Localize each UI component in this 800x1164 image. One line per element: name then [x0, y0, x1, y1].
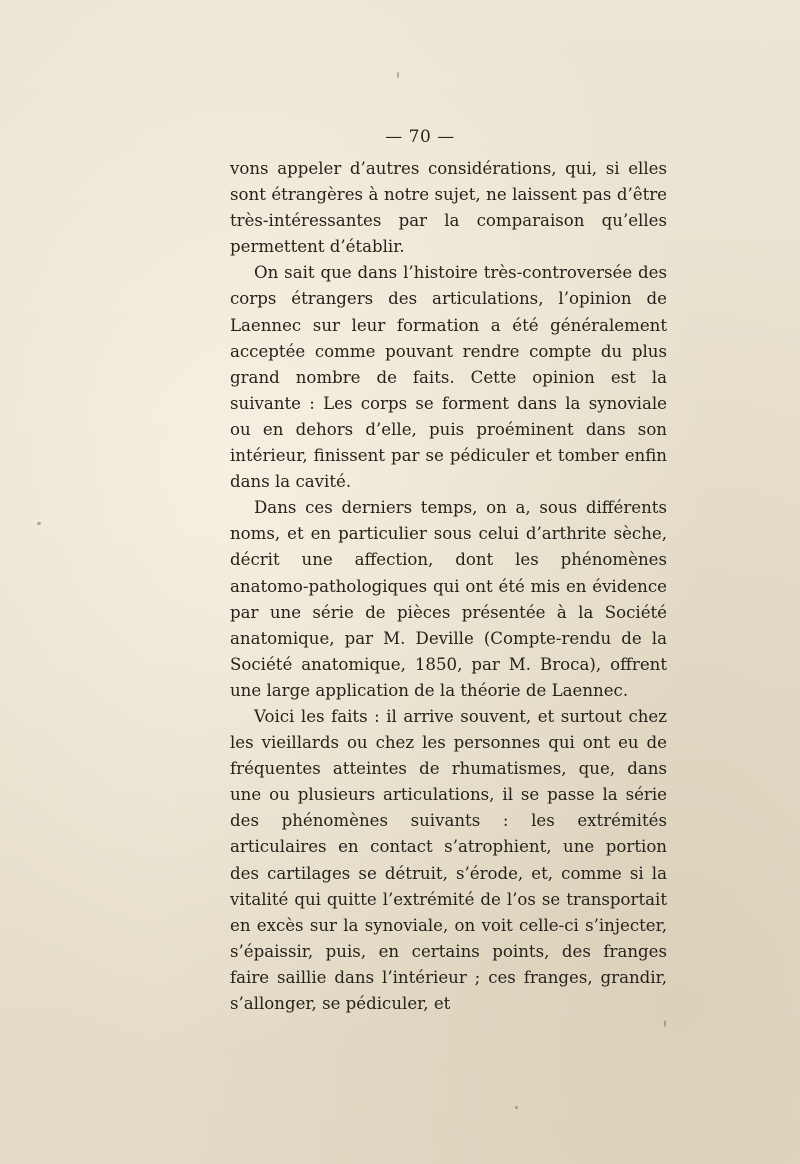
- paper-speck: [397, 72, 399, 78]
- paragraph-3: Dans ces derniers temps, on a, sous différents noms, et en particulier sous celui d’arthrite sèche, décrit une affection, dont les phénomènes anatomo-pathologiques qui ont été mis en évidence par une série de pièces présentée à la Société anatomique, par M. Deville (Compte-rendu de la Société anatomique, 1850, par M. Broca), offrent une large application de la théorie de Laennec.: [230, 498, 667, 700]
- paragraph-4: Voici les faits : il arrive souvent, et surtout chez les vieillards ou chez les personnes qui ont eu de fréquentes atteintes de rhumatismes, que, dans une ou plusieurs articulations, il se passe la série des phénomènes suivants : les extrémités articulaires en contact s’atrophient, une portion des cartilages se détruit, s’érode, et, comme si la vitalité qui quitte l’extrémité de l’os se transportait en excès sur la synoviale, on voit celle-ci s’injecter, s’épaissir, puis, en certains points, des franges faire saillie dans l’intérieur ; ces franges, grandir, s’allonger, se pédiculer, et: [230, 706, 667, 1013]
- paper-speck: [515, 1106, 518, 1109]
- paper-speck: [664, 1020, 666, 1027]
- page-number: — 70 —: [385, 127, 455, 147]
- body-text: [230, 156, 667, 1017]
- paragraph-1: vons appeler d’autres considérations, qui, si elles sont étrangères à notre sujet, ne laissent pas d’être très-intéressantes par la comparaison qu’elles permettent d’établir.: [230, 159, 667, 257]
- paragraph-2: On sait que dans l’histoire très-controversée des corps étrangers des articulations, l’opinion de Laennec sur leur formation a été généralement acceptée comme pouvant rendre compte du plus grand nombre de faits. Cette opinion est la suivante : Les corps se forment dans la synoviale ou en dehors d’elle, puis proéminent dans son intérieur, finissent par se pédiculer et tomber enfin dans la cavité.: [230, 263, 667, 492]
- paper-speck: [37, 522, 41, 525]
